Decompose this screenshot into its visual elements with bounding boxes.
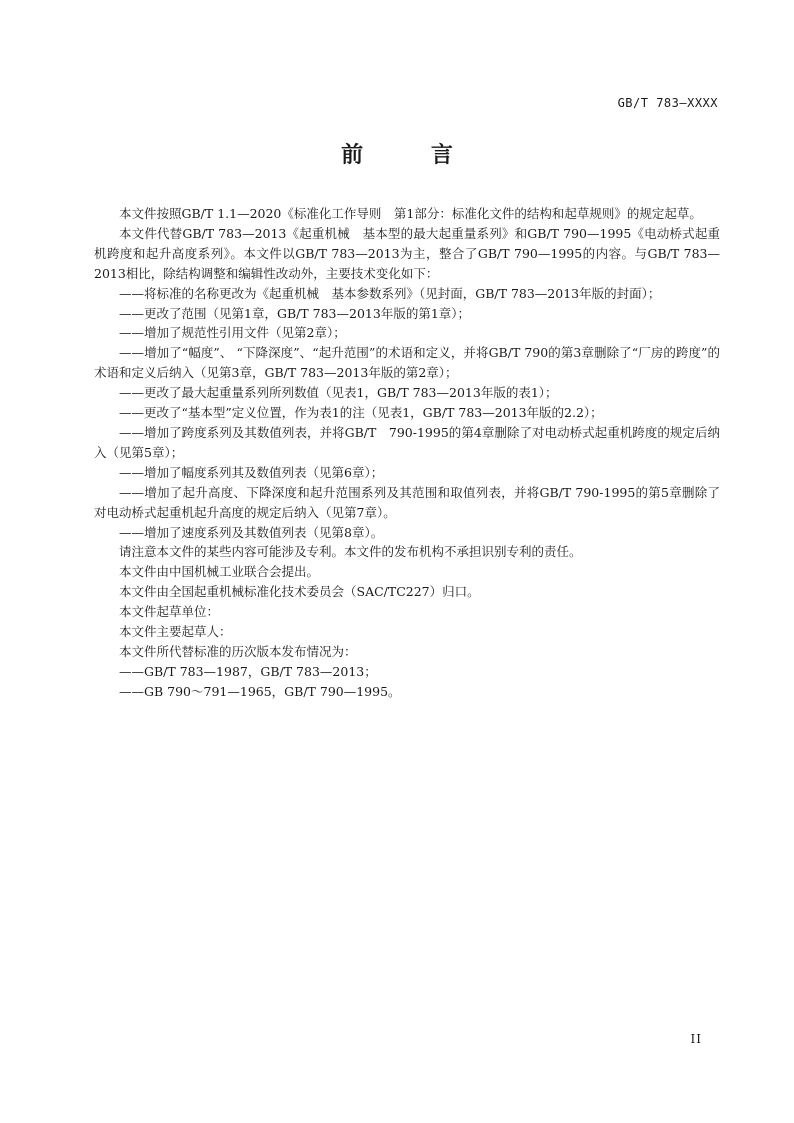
change-item-span: ——增加了跨度系列及其数值列表，并将GB/T 790-1995的第4章删除了对电动桥式起重机跨度的规定后纳入（见第5章）；	[94, 424, 720, 460]
history-item-790: ——GB 790～791—1965，GB/T 790—1995。	[119, 683, 401, 699]
paragraph-committee: 本文件由全国起重机械标准化技术委员会（SAC/TC227）归口。	[119, 584, 480, 600]
change-item-speed: ——增加了速度系列及其数值列表（见第8章）。	[119, 524, 384, 540]
paragraph-proposer: 本文件由中国机械工业联合会提出。	[119, 564, 320, 580]
page-title: 前 言	[341, 143, 483, 168]
change-item-radius: ——增加了幅度系列其及数值列表（见第6章）；	[119, 464, 384, 480]
paragraph-replacement: 本文件代替GB/T 783—2013《起重机械 基本型的最大起重量系列》和GB/T 790—1995《电动桥式起重机跨度和起升高度系列》。本文件以GB/T 783—2013为主，整合了GB/T 790—1995的内容。与GB/T 783—2013相比，除结构调整和编辑性改动外，主要技术变化如下：	[94, 225, 720, 281]
history-item-783: ——GB/T 783—1987，GB/T 783—2013；	[119, 663, 377, 679]
change-item-lifting-height: ——增加了起升高度、下降深度和起升范围系列及其范围和取值列表，并将GB/T 790-1995的第5章删除了对电动桥式起重机起升高度的规定后纳入（见第7章）。	[94, 484, 720, 520]
change-item-basic-type: ——更改了“基本型”定义位置，作为表1的注（见表1，GB/T 783—2013年版的2.2）；	[119, 405, 603, 421]
change-item-references: ——增加了规范性引用文件（见第2章）；	[119, 325, 346, 341]
document-code: GB/T 783—XXXX	[617, 96, 718, 110]
change-item-terms: ——增加了“幅度”、 “下降深度”、“起升范围”的术语和定义，并将GB/T 790的第3章删除了“厂房的跨度”的术语和定义后纳入（见第3章，GB/T 783—2013年版的第2章）；	[94, 345, 720, 381]
change-item-title: ——将标准的名称更改为《起重机械 基本参数系列》（见封面，GB/T 783—2013年版的封面）；	[119, 285, 661, 301]
paragraph-drafters: 本文件主要起草人：	[119, 624, 232, 640]
paragraph-history-intro: 本文件所代替标准的历次版本发布情况为：	[119, 643, 357, 659]
change-item-capacity: ——更改了最大起重量系列所列数值（见表1，GB/T 783—2013年版的表1）；	[119, 385, 558, 401]
page-number: II	[690, 1032, 702, 1046]
paragraph-drafting-units: 本文件起草单位：	[119, 604, 220, 620]
paragraph-patent-notice: 请注意本文件的某些内容可能涉及专利。本文件的发布机构不承担识别专利的责任。	[119, 544, 582, 560]
paragraph-drafting-rule: 本文件按照GB/T 1.1—2020《标准化工作导则 第1部分：标准化文件的结构和起草规则》的规定起草。	[119, 206, 702, 221]
foreword-body	[94, 204, 720, 702]
change-item-scope: ——更改了范围（见第1章，GB/T 783—2013年版的第1章）；	[119, 305, 471, 321]
